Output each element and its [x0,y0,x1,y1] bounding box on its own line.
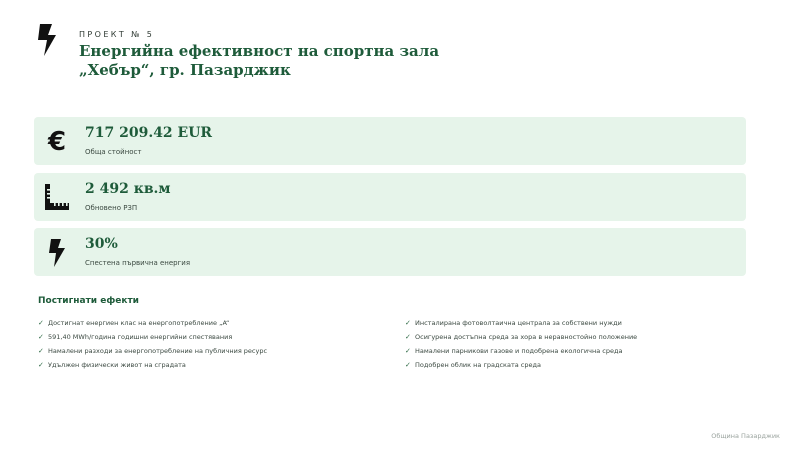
check-icon: ✓ [38,361,44,369]
effect-item [405,346,765,360]
effect-text: Достигнат енергиен клас на енергопотребление „A“ [48,319,230,327]
effect-item [38,360,388,374]
effects-list-right [405,318,765,374]
check-icon: ✓ [405,333,411,341]
lightning-bolt-icon [42,236,72,268]
effect-item [38,346,388,360]
stat-card-renovated-area [34,173,746,221]
effect-text: Намалени разходи за енергопотребление на публичния ресурс [48,347,268,355]
stat-caption: Обща стойност [85,148,142,156]
effect-text: Осигурена достъпна среда за хора в неравностойно положение [415,333,638,341]
effect-item [405,360,765,374]
effect-text: Подобрен облик на градската среда [415,361,541,369]
stat-value: 2 492 кв.м [85,181,171,197]
check-icon: ✓ [38,347,44,355]
effect-item [405,318,765,332]
stat-caption: Обновено РЗП [85,204,138,212]
effects-heading: Постигнати ефекти [38,296,139,306]
check-icon: ✓ [405,361,411,369]
effect-text: 591,40 MWh/година годишни енергийни спестявания [48,333,233,341]
stat-caption: Спестена първична енергия [85,259,191,267]
effect-text: Инсталирана фотоволтаична централа за собствени нужди [415,319,622,327]
effect-text: Удължен физически живот на сградата [48,361,186,369]
svg-text:€: € [47,127,67,157]
check-icon: ✓ [405,347,411,355]
effect-item [38,318,388,332]
check-icon: ✓ [38,319,44,327]
stat-value: 717 209.42 EUR [85,125,213,141]
lightning-bolt-icon [36,24,60,56]
check-icon: ✓ [405,319,411,327]
effects-list-left [38,318,388,374]
effect-text: Намалени парникови газове и подобрена екологична среда [415,347,623,355]
stat-card-energy-savings [34,228,746,276]
ruler-area-icon [42,181,72,213]
stat-card-total-cost [34,117,746,165]
euro-icon [42,125,72,157]
effect-item [405,332,765,346]
effect-item [38,332,388,346]
stat-value: 30% [85,236,118,252]
project-label: ПРОЕКТ № 5 [79,30,155,39]
footer-municipality: Община Пазарджик [711,432,780,440]
check-icon: ✓ [38,333,44,341]
page-title: Енергийна ефективност на спортна зала „Хебър“, гр. Пазарджик [79,42,440,79]
